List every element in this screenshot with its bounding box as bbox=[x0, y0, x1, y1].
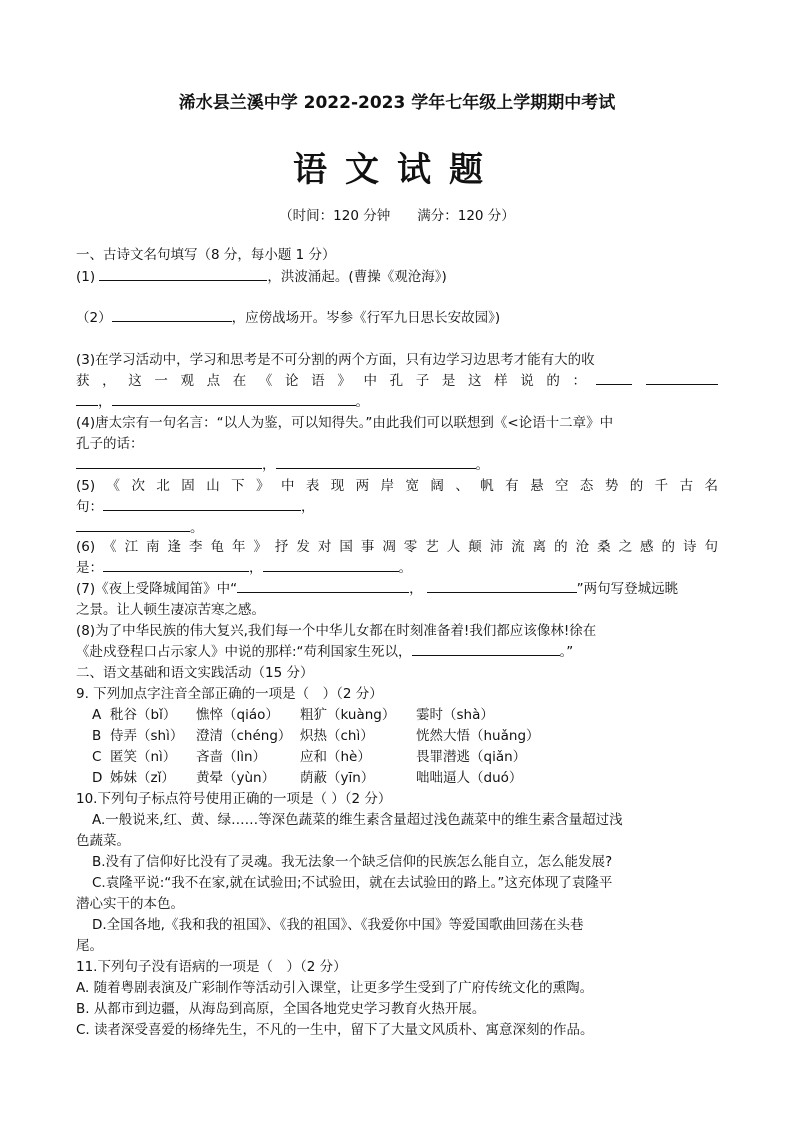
q3-blank-c[interactable] bbox=[76, 391, 98, 406]
q9-option-b[interactable] bbox=[92, 724, 540, 744]
question-4-line3 bbox=[76, 453, 489, 473]
q9-d-item: 姊妹（zǐ） bbox=[110, 770, 175, 786]
question-5-line1: (5)《次北固山下》中表现两岸宽阔、帆有悬空态势的千古名 bbox=[76, 478, 718, 494]
q9-a-item: 憔悴（qiáo） bbox=[196, 707, 279, 723]
subject-title: 语文试题 bbox=[293, 150, 501, 190]
q4-blank-b[interactable] bbox=[276, 454, 476, 469]
q5-sep: ， bbox=[301, 499, 315, 515]
q3-blank-b[interactable] bbox=[646, 370, 718, 385]
question-8-line1: (8)为了中华民族的伟大复兴,我们每一个中华儿女都在时刻准备着!我们都应该像林!徐在 bbox=[76, 623, 597, 639]
q9-c-item: 匿笑（nì） bbox=[110, 749, 177, 765]
q4-blank-a[interactable] bbox=[76, 454, 262, 469]
q9-a-item: 霎时（shà） bbox=[416, 707, 494, 723]
q9-c-label: C bbox=[92, 749, 102, 765]
q7-suffix: ”两句写登城远眺 bbox=[576, 581, 679, 597]
q6-sep: ， bbox=[249, 560, 263, 576]
q7-blank-a[interactable] bbox=[237, 578, 409, 593]
question-8-line2 bbox=[76, 640, 573, 660]
q9-option-c[interactable] bbox=[92, 745, 526, 765]
question-4-line2: 孔子的话： bbox=[76, 436, 144, 452]
q9-b-item: 侍弄（shì） bbox=[110, 728, 184, 744]
q11-option-c[interactable]: C. 读者深受喜爱的杨绛先生，不凡的一生中，留下了大量文风质朴、寓意深刻的作品。 bbox=[76, 1022, 594, 1038]
q9-c-item: 畏罪潜逃（qiǎn） bbox=[416, 749, 527, 765]
q6-end: 。 bbox=[398, 560, 412, 576]
q2-text: ，应傍战场开。岑参《行军九日思长安故园》) bbox=[231, 310, 501, 326]
q6-blank-b[interactable] bbox=[263, 557, 399, 572]
school-title: 浠水县兰溪中学 2022-2023 学年七年级上学期期中考试 bbox=[178, 93, 616, 113]
q10-option-d-line1[interactable]: D.全国各地,《我和我的祖国》、《我的祖国》、《我爱你中国》等爱国歌曲回荡在头巷 bbox=[92, 917, 584, 933]
q3-blank-d[interactable] bbox=[112, 391, 356, 406]
q9-b-item: 炽热（chì） bbox=[300, 728, 374, 744]
question-4-line1: (4)唐太宗有一句名言：“以人为鉴，可以知得失。”由此我们可以联想到《<论语十二章》中 bbox=[76, 415, 614, 431]
q9-d-item: 荫蔽（yīn） bbox=[300, 770, 375, 786]
q8-prefix: 《赴戍登程口占示家人》中说的那样:“苟利国家生死以， bbox=[76, 644, 412, 660]
q11-option-b[interactable]: B. 从都市到边疆，从海岛到高原，全国各地党史学习教育火热开展。 bbox=[76, 1001, 486, 1017]
question-10-stem: 10.下列句子标点符号使用正确的一项是（ ）（2 分） bbox=[76, 791, 392, 807]
q3-sep: ， bbox=[98, 394, 112, 410]
question-7-line2: 之景。让人顿生凄凉苦寒之感。 bbox=[76, 602, 265, 618]
q9-a-item: 秕谷（bǐ） bbox=[110, 707, 177, 723]
q10-option-c-line2: 潜心实干的本色。 bbox=[76, 896, 184, 912]
q11-option-a[interactable]: A. 随着粤剧表演及广彩制作等活动引入课堂，让更多学生受到了广府传统文化的熏陶。 bbox=[76, 980, 594, 996]
q10-option-d-line2: 尾。 bbox=[76, 938, 103, 954]
question-3-line2 bbox=[76, 369, 718, 389]
question-5-line3 bbox=[76, 516, 204, 536]
q5-prefix: 句： bbox=[76, 499, 103, 515]
section1-title: 一、古诗文名句填写（8 分，每小题 1 分） bbox=[76, 247, 336, 263]
q3-end: 。 bbox=[355, 394, 369, 410]
q10-option-b[interactable]: B.没有了信仰好比没有了灵魂。我无法象一个缺乏信仰的民族怎么能自立，怎么能发展? bbox=[92, 854, 613, 870]
q3-line2-text: 获，这一观点在《论语》中孔子是这样说的： bbox=[76, 373, 586, 389]
question-9-stem: 9. 下列加点字注音全部正确的一项是（ ）（2 分） bbox=[76, 686, 383, 702]
q5-end: 。 bbox=[190, 520, 204, 536]
q1-text: ，洪波涌起。(曹操《观沧海》) bbox=[267, 269, 447, 285]
q7-blank-b[interactable] bbox=[427, 578, 577, 593]
q9-c-item: 吝啬（lìn） bbox=[196, 749, 267, 765]
q9-option-a[interactable] bbox=[92, 703, 494, 723]
q10-option-a-line1[interactable]: A.一般说来,红、黄、绿……等深色蔬菜的维生素含量超过浅色蔬菜中的维生素含量超过浅 bbox=[92, 812, 623, 828]
question-5-line2 bbox=[76, 495, 315, 515]
q8-blank[interactable] bbox=[412, 641, 560, 656]
q6-prefix: 是： bbox=[76, 560, 103, 576]
q9-a-item: 粗犷（kuàng） bbox=[300, 707, 396, 723]
q6-blank-a[interactable] bbox=[103, 557, 249, 572]
question-6-line2 bbox=[76, 556, 412, 576]
q10-option-a-line2: 色蔬菜。 bbox=[76, 833, 130, 849]
section2-title: 二、语文基础和语文实践活动（15 分） bbox=[76, 665, 314, 681]
q9-d-item: 咄咄逼人（duó） bbox=[416, 770, 523, 786]
q9-d-label: D bbox=[92, 770, 103, 786]
q9-d-item: 黄晕（yùn） bbox=[196, 770, 276, 786]
q5-blank-a[interactable] bbox=[103, 496, 301, 511]
q5-blank-b[interactable] bbox=[76, 517, 190, 532]
q10-option-c-line1[interactable]: C.袁隆平说:“我不在家,就在试验田;不试验田，就在去试验田的路上。”这充体现了袁隆平 bbox=[92, 875, 613, 891]
q4-sep: ， bbox=[262, 457, 276, 473]
q2-blank[interactable] bbox=[112, 307, 232, 322]
q7-sep: ， bbox=[409, 581, 423, 597]
q4-end: 。 bbox=[475, 457, 489, 473]
q1-blank[interactable] bbox=[99, 266, 267, 281]
q9-b-item: 恍然大悟（huǎng） bbox=[416, 728, 540, 744]
q9-option-d[interactable] bbox=[92, 766, 522, 786]
exam-time-info: （时间：120 分钟 满分：120 分） bbox=[279, 208, 515, 224]
question-3-line3 bbox=[76, 390, 369, 410]
question-11-stem: 11.下列句子没有语病的一项是（ ）（2 分） bbox=[76, 959, 347, 975]
q8-end: 。” bbox=[559, 644, 574, 660]
q9-a-label: A bbox=[92, 707, 102, 723]
q7-prefix: (7)《夜上受降城闻笛》中“ bbox=[76, 581, 238, 597]
question-7-line1 bbox=[76, 577, 678, 597]
question-3-line1: (3)在学习活动中，学习和思考是不可分割的两个方面，只有边学习边思考才能有大的收 bbox=[76, 352, 595, 368]
q2-number: （2） bbox=[76, 310, 112, 326]
q9-b-label: B bbox=[92, 728, 102, 744]
q3-blank-a[interactable] bbox=[596, 370, 632, 385]
q9-b-item: 澄清（chéng） bbox=[196, 728, 292, 744]
question-6-line1: (6)《江南逢李龟年》抒发对国事凋零艺人颠沛流离的沧桑之感的诗句 bbox=[76, 539, 718, 555]
q9-c-item: 应和（hè） bbox=[300, 749, 371, 765]
question-1 bbox=[76, 265, 447, 285]
q1-number: (1) bbox=[76, 269, 96, 285]
question-2 bbox=[76, 306, 500, 326]
